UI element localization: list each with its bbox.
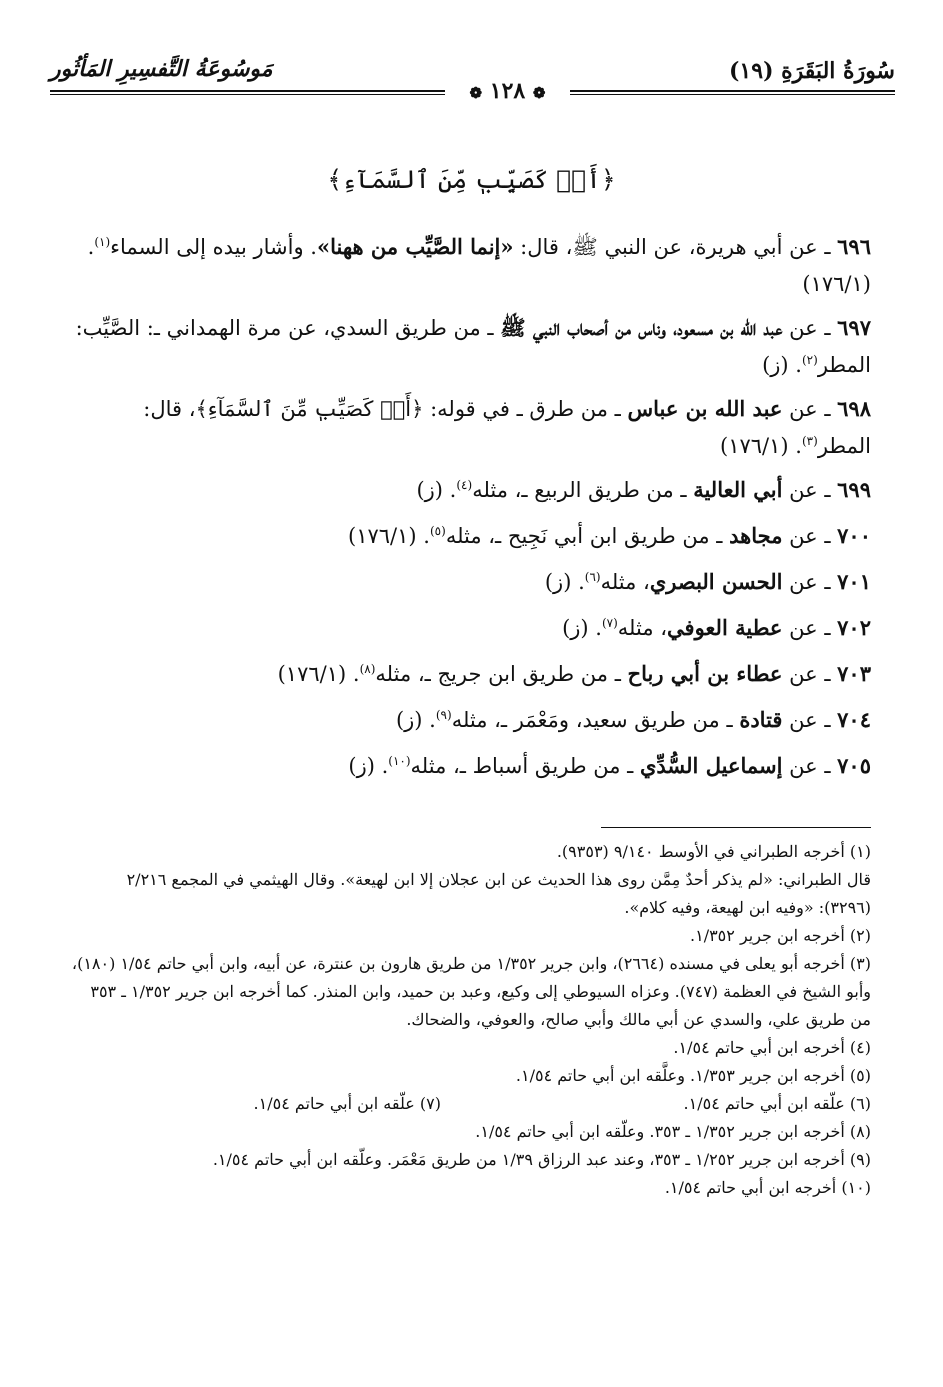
running-header — [50, 48, 895, 106]
entry-number: ٧٠١ — [837, 569, 871, 594]
entry-text: . — [416, 524, 430, 548]
footnote-1: (١) أخرجه الطبراني في الأوسط ٩/١٤٠ (٩٣٥٣). — [556, 842, 871, 861]
entry-text: ـ عن — [782, 754, 838, 778]
narration-entry — [71, 609, 871, 647]
footnote-5: (٥) أخرجه ابن جرير ١/٣٥٣. وعلَّقه ابن أبي حاتم ١/٥٤. — [515, 1066, 871, 1085]
entry-reference: (ز) — [544, 570, 572, 594]
header-rule-left — [50, 90, 445, 95]
footnote-3: (٣) أخرجه أبو يعلى في مسنده (٢٦٦٤)، وابن جرير ١/٣٥٢ من طريق هارون بن عنترة، عن أبيه، وابن أبي حاتم ١/٥٤ (١٨٠)، وأبو الشيخ في العظمة (٧٤٧). وعزاه السيوطي إلى وكيع، وعبد بن حميد، وابن المنذر. كما أخرجه ابن جرير ١/٣٥٢ ـ ٣٥٣ من طريق علي، والسدي عن أبي مالك وأبي صالح، والعوفي، والضحاك. — [71, 954, 871, 1029]
entry-text: ـ عن — [782, 397, 838, 421]
entry-text: . — [87, 235, 95, 259]
entry-number: ٧٠٢ — [837, 615, 871, 640]
entry-bold-text: مجاهد — [729, 523, 783, 548]
entry-bold-text: عطاء بن أبي رباح — [627, 661, 783, 686]
entry-reference: (١٧٦/١) — [277, 662, 347, 686]
entry-number: ٧٠٥ — [837, 753, 871, 778]
narration-entry — [71, 471, 871, 509]
entry-bold-text: «إنما الصَّيِّب من ههنا» — [316, 234, 514, 259]
footnote-2: (٢) أخرجه ابن جرير ١/٣٥٢. — [690, 926, 871, 945]
footnote-marker: (٧) — [601, 616, 618, 630]
footnote-marker: (٥) — [429, 524, 446, 538]
footnote-separator — [601, 827, 871, 828]
entry-reference: (١٧٦/١) — [348, 524, 417, 548]
entry-text: ـ عن أبي هريرة، عن النبي ﷺ، قال: — [513, 235, 838, 259]
footnote-6: (٦) علّقه ابن أبي حاتم ١/٥٤. — [683, 1094, 871, 1113]
header-rule-right — [570, 90, 895, 95]
narration-entry — [71, 309, 871, 384]
entry-text: ـ عن — [782, 316, 838, 340]
entry-number: ٧٠٣ — [837, 661, 871, 686]
entry-text: . — [443, 478, 457, 502]
footnote-marker: (٨) — [359, 662, 376, 676]
entry-text: ـ عن — [782, 524, 838, 548]
entry-text: ـ من طريق سعيد، ومَعْمَر ـ، مثله — [451, 708, 740, 732]
entry-text: . — [788, 353, 802, 377]
entry-text: ـ من طريق أسباط ـ، مثله — [410, 754, 640, 778]
page-number: ١٢٨ — [489, 78, 526, 104]
entry-text: ـ من طريق الربيع ـ، مثله — [472, 478, 694, 502]
entry-text: ـ عن — [782, 708, 838, 732]
entry-number: ٦٩٧ — [837, 315, 871, 340]
entry-text: ـ عن — [782, 616, 838, 640]
entry-bold-text: الحسن البصري — [649, 569, 783, 594]
narration-list — [71, 228, 871, 793]
entry-number: ٦٩٩ — [837, 477, 871, 502]
entry-bold-text: أبي العالية — [693, 477, 783, 502]
entry-reference: (ز) — [562, 616, 589, 640]
footnote-marker: (٤) — [456, 478, 473, 492]
entry-text: ، مثله — [617, 616, 668, 640]
footnote-7: (٧) علّقه ابن أبي حاتم ١/٥٤. — [253, 1094, 441, 1113]
entry-text: . — [374, 754, 389, 778]
narration-entry — [71, 563, 871, 601]
entry-number: ٧٠٤ — [837, 707, 871, 732]
footnote-marker: (٦) — [584, 570, 601, 584]
entry-reference: (ز) — [416, 478, 443, 502]
narration-entry — [71, 747, 871, 785]
entry-reference: (ز) — [762, 353, 789, 377]
entry-text: ـ من طريق ابن أبي نَجِيح ـ، مثله — [445, 524, 730, 548]
entry-bold-text: عطية العوفي — [667, 615, 783, 640]
footnotes — [71, 838, 871, 1202]
entry-reference: (ز) — [348, 754, 375, 778]
footnote-marker: (١) — [94, 235, 111, 249]
entry-text: . — [346, 662, 360, 686]
entry-bold-text: عبد الله بن مسعود، وناس من أصحاب النبي ﷺ — [500, 315, 783, 340]
entry-text: ـ عن — [782, 662, 838, 686]
narration-entry — [71, 517, 871, 555]
narration-entry — [71, 390, 871, 465]
footnote-8: (٨) أخرجه ابن جرير ١/٣٥٢ ـ ٣٥٣. وعلّقه ابن أبي حاتم ١/٥٤. — [475, 1122, 871, 1141]
entry-text: . — [571, 570, 585, 594]
verse-heading: ﴿أَوۡ كَصَيِّبٖ مِّنَ ٱلسَّمَآءِ﴾ — [327, 165, 616, 194]
entry-text: ـ من طرق ـ في قوله: ﴿أَوۡ كَصَيِّبٖ مِّنَ ٱلسَّمَآءِ﴾، قال: المطر — [143, 397, 871, 458]
book-title: مَوسُوعَةُ التَّفسِيرِ المَأثُور — [50, 56, 273, 82]
entry-number: ٦٩٨ — [837, 396, 871, 421]
narration-entry — [71, 655, 871, 693]
footnote-10: (١٠) أخرجه ابن أبي حاتم ١/٥٤. — [664, 1178, 871, 1197]
footnote-row-6-7 — [71, 1090, 871, 1118]
entry-text: . — [422, 708, 436, 732]
entry-reference: (ز) — [395, 708, 423, 732]
footnote-marker: (١٠) — [388, 754, 411, 768]
entry-text: ـ من طريق السدي، عن مرة الهمداني ـ: الصَّيِّب: المطر — [75, 316, 871, 377]
entry-text: . — [788, 434, 802, 458]
entry-number: ٦٩٦ — [837, 234, 871, 259]
entry-reference: (١٧٦/١) — [720, 434, 789, 458]
entry-text: ، مثله — [600, 570, 650, 594]
footnote-marker: (٢) — [801, 353, 818, 367]
footnote-9: (٩) أخرجه ابن جرير ١/٢٥٢ ـ ٣٥٣، وعند عبد الرزاق ١/٣٩ من طريق مَعْمَر. وعلّقه ابن أبي حاتم ١/٥٤. — [212, 1150, 871, 1169]
flower-ornament-icon: ❁ — [532, 84, 546, 102]
footnote-4: (٤) أخرجه ابن أبي حاتم ١/٥٤. — [673, 1038, 871, 1057]
entry-reference: (١٧٦/١) — [802, 272, 871, 296]
entry-text: ـ من طريق ابن جريج ـ، مثله — [375, 662, 628, 686]
entry-text: ـ عن — [782, 478, 838, 502]
footnote-marker: (٩) — [435, 708, 452, 722]
entry-text: . وأشار بيده إلى السماء — [110, 235, 317, 259]
narration-entry — [71, 701, 871, 739]
surah-title: سُورَةُ البَقَرَةِ (١٩) — [729, 58, 895, 84]
entry-text: ـ عن — [782, 570, 838, 594]
entry-bold-text: عبد الله بن عباس — [627, 396, 783, 421]
flower-ornament-icon: ❁ — [469, 84, 483, 102]
narration-entry — [71, 228, 871, 303]
footnote-1-comment: قال الطبراني: «لم يذكر أحدٌ مِمَّن روى هذا الحديث عن ابن عجلان إلا ابن لهيعة». وقال الهيثمي في المجمع ٢/٢١٦ (٣٢٩٦): «وفيه ابن لهيعة، وفيه كلام». — [126, 870, 871, 917]
page-number-group — [445, 78, 570, 104]
entry-number: ٧٠٠ — [837, 523, 871, 548]
entry-bold-text: قتادة — [739, 707, 783, 732]
entry-text: . — [588, 616, 602, 640]
footnote-marker: (٣) — [801, 434, 818, 448]
entry-bold-text: إسماعيل السُّدِّي — [639, 753, 783, 778]
